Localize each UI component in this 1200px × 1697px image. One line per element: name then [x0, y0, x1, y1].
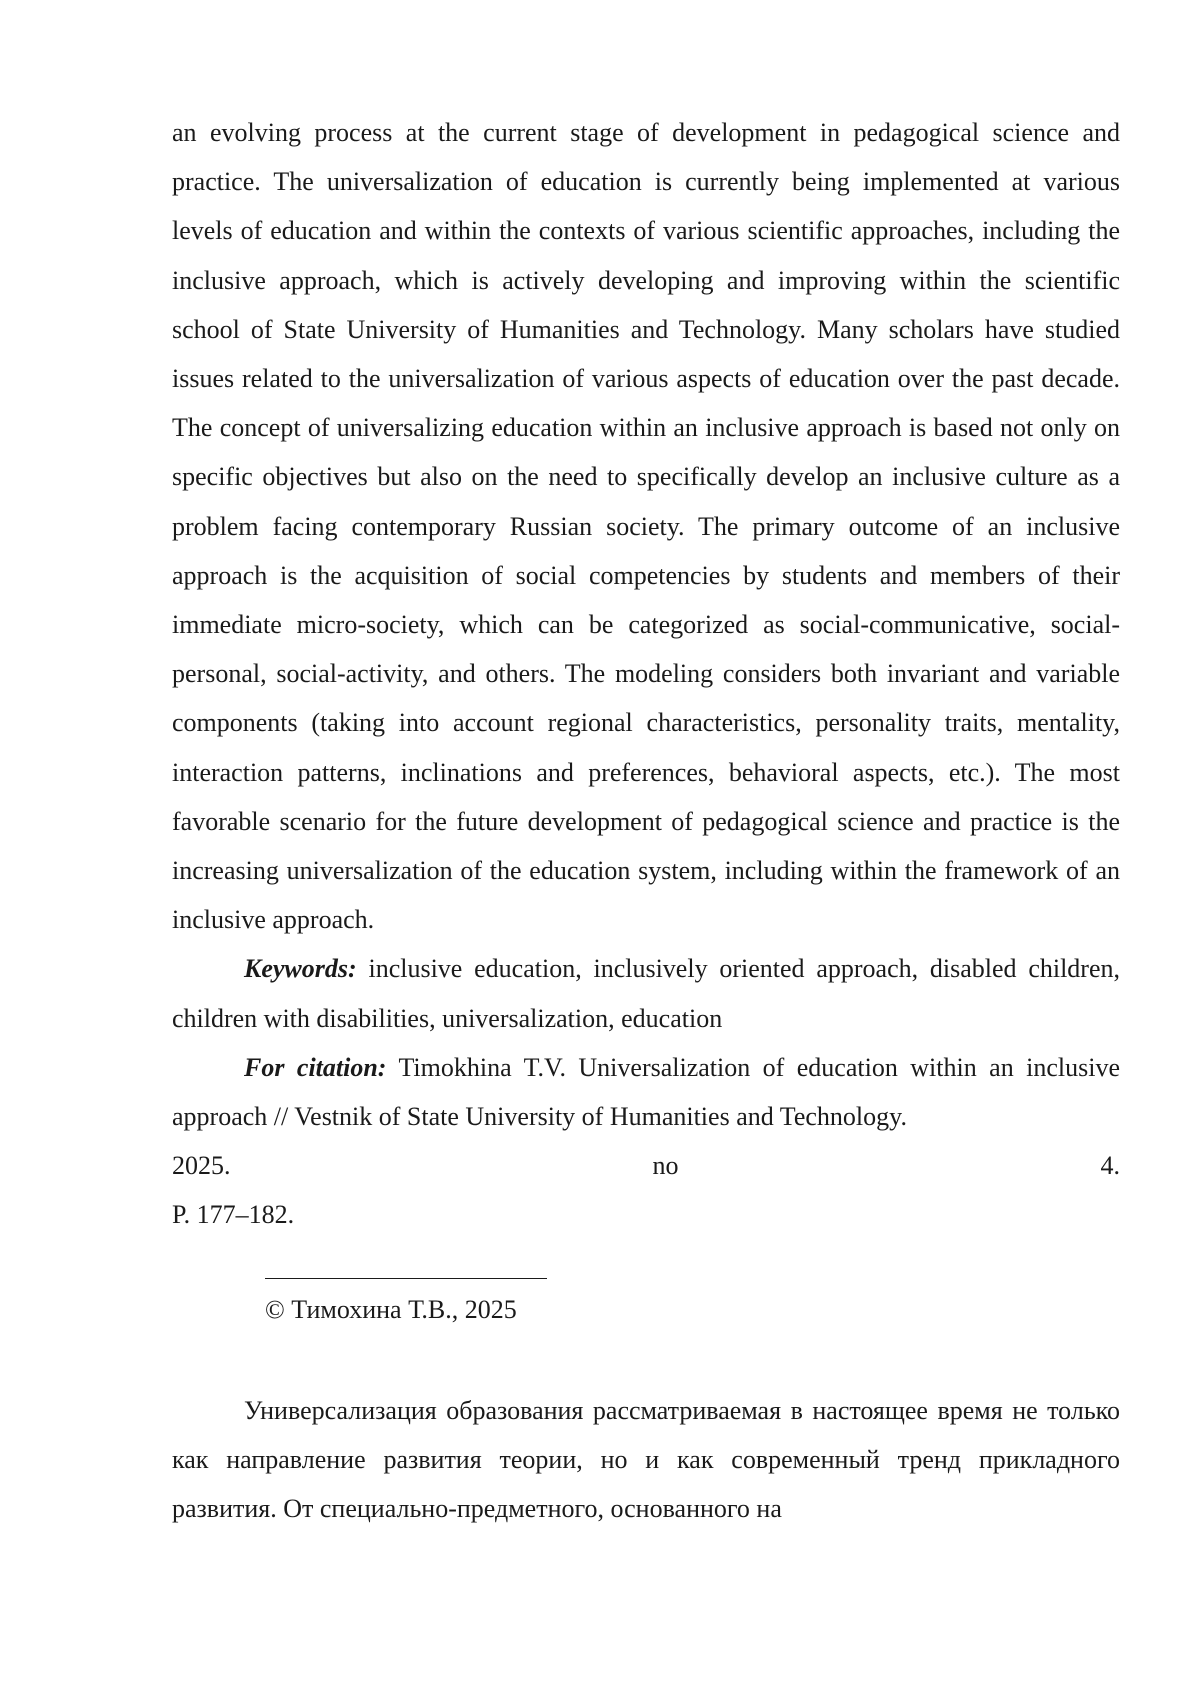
page-body: [172, 108, 1120, 1533]
citation-issue-line: [172, 1141, 1120, 1190]
citation-year: 2025.: [172, 1151, 231, 1181]
citation-text: Timokhina T.V. Universalization of education within an inclusive approach // Vestnik of State University of Humanities and Technology.: [172, 1052, 1121, 1132]
keywords-text: inclusive education, inclusively oriented approach, disabled children, children with disabilities, universalization, education: [172, 954, 1121, 1033]
citation-pages: P. 177–182.: [172, 1200, 295, 1230]
russian-intro-paragraph: Универсализация образования рассматриваемая в настоящее время не только как направление развития теории, но и как современный тренд прикладного развития. От специально-предметного, основанного на: [172, 1395, 1120, 1524]
citation-paragraph: [172, 1043, 1120, 1141]
abstract-paragraph: an evolving process at the current stage of development in pedagogical science and practice. The universalization of education is currently being implemented at various levels of education and within the contexts of various scientific approaches, including the inclusive approach, which is actively developing and improving within the scientific school of State University of Humanities and Technology. Many scholars have studied issues related to the universalization of various aspects of education over the past decade. The concept of universalizing education within an inclusive approach is based not only on specific objectives but also on the need to specifically develop an inclusive culture as a problem facing contemporary Russian society. The primary outcome of an inclusive approach is the acquisition of social competencies by students and members of their immediate micro-society, which can be categorized as social-communicative, social-personal, social-activity, and others. The modeling considers both invariant and variable components (taking into account regional characteristics, personality traits, mentality, interaction patterns, inclinations and preferences, behavioral aspects, etc.). The most favorable scenario for the future development of pedagogical science and practice is the increasing universalization of the education system, including within the framework of an inclusive approach.: [172, 118, 1120, 935]
citation-issue: 4.: [1100, 1151, 1120, 1181]
copyright-notice: © Тимохина Т.В., 2025: [265, 1294, 517, 1324]
citation-label: For citation:: [244, 1052, 387, 1082]
keywords-paragraph: [172, 944, 1120, 1042]
citation-no: no: [652, 1151, 679, 1181]
footnote-divider: [265, 1278, 547, 1279]
keywords-label: Keywords:: [244, 954, 357, 984]
